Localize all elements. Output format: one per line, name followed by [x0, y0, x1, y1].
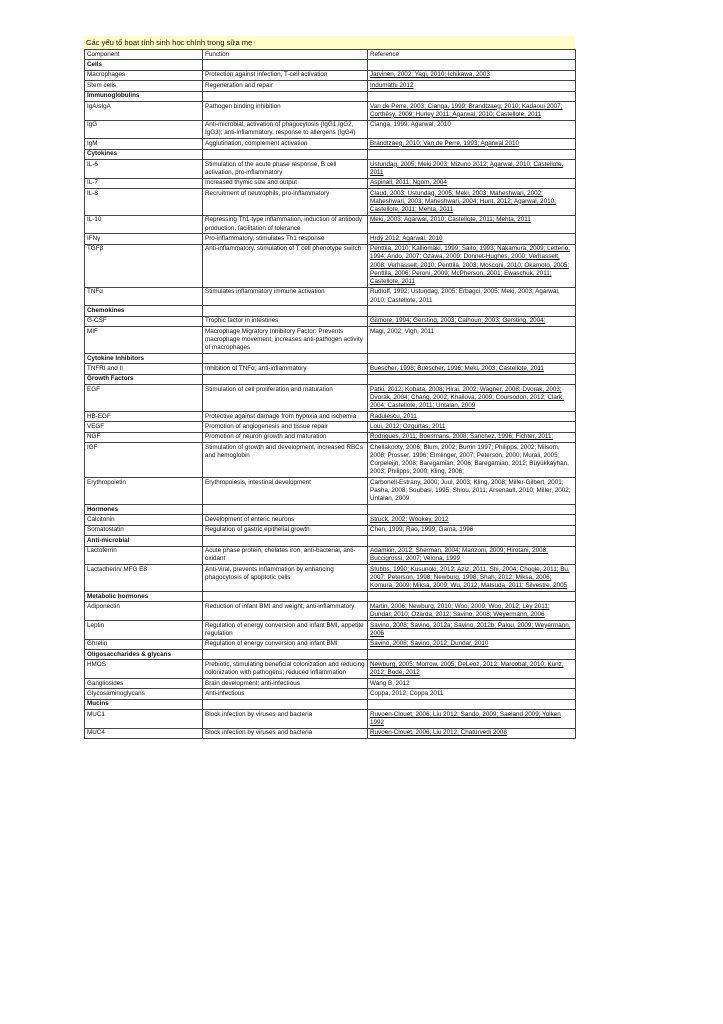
function-cell: Brain development; anti-infectious	[203, 678, 368, 688]
component-cell: IgM	[85, 139, 203, 149]
section-row	[85, 91, 576, 101]
table-row	[85, 244, 576, 287]
table-row	[85, 660, 576, 679]
reference-cell: Van de Perre, 2003; Cianga, 1999; Brandtzaeg, 2010; Kadaoui 2007; Corthësy, 2009; Hurley 2011; Agarwal, 2010; Castellote, 2011	[368, 101, 576, 120]
component-cell: G-CSF	[85, 316, 203, 326]
table-row	[85, 364, 576, 374]
component-cell: MIF	[85, 327, 203, 354]
reference-cell: Meki, 2003; Agarwal, 2010; Castellote, 2011; Mehta, 2011	[368, 215, 576, 234]
function-cell: Regulation of energy conversion and infant BMI, appetite regulation	[203, 620, 368, 639]
function-cell: Promotion of neuron growth and maturation	[203, 432, 368, 442]
section-row	[85, 699, 576, 709]
section-row	[85, 649, 576, 659]
function-cell: Regulation of energy conversion and infant BMI	[203, 639, 368, 649]
column-header-reference: Reference	[368, 50, 576, 60]
section-row	[85, 149, 576, 159]
reference-cell: Radulescu, 2011	[368, 412, 576, 422]
component-cell: EGF	[85, 385, 203, 412]
reference-cell: Newburg, 2005; Morrow, 2005; DeLeoz, 2012; Marcobal, 2010; Kunz, 2012; Bode, 2012	[368, 660, 576, 679]
header-row	[85, 50, 576, 60]
reference-cell: Chellakooty, 2006; Blum, 2002; Burrin 1997; Philipps, 2002; Milsom, 2008; Prosser, 1996; Elmlinger, 2007; Peterson, 2000; Murali, 2005; Corpeleijn, 2008; Baregamian, 2006; Baregamian, 2012; Büyükkayhan, 2003; Philipps, 2000; Kling, 2006;	[368, 443, 576, 478]
bioactive-factors-table	[84, 49, 576, 739]
table-row	[85, 159, 576, 178]
component-cell: IL-8	[85, 188, 203, 215]
empty-cell	[203, 374, 368, 384]
component-cell: Ghrelin	[85, 639, 203, 649]
table-row	[85, 101, 576, 120]
empty-cell	[368, 536, 576, 546]
function-cell: Block infection by viruses and bacteria	[203, 710, 368, 729]
component-cell: Lactoferrin	[85, 546, 203, 565]
component-cell: IgA/sIgA	[85, 101, 203, 120]
table-row	[85, 678, 576, 688]
table-row	[85, 81, 576, 91]
function-cell: Protection against infection, T-cell activation	[203, 70, 368, 80]
reference-cell: Cianga, 1999; Agarwal, 2010	[368, 120, 576, 139]
table-row	[85, 689, 576, 699]
function-cell: Development of enteric neurons	[203, 515, 368, 525]
table-row	[85, 70, 576, 80]
component-cell: Lactadherin/ MFG E8	[85, 565, 203, 592]
function-cell: Promotion of angiogenesis and tissue repair	[203, 422, 368, 432]
function-cell: Recruitment of neutrophils, pro-inflammatory	[203, 188, 368, 215]
function-cell: Anti-viral, prevents inflammation by enhancing phagocytosis of apoptotic cells	[203, 565, 368, 592]
reference-cell: Claud, 2003; Ustundag, 2005; Meki, 2003; Maheshwari, 2002; Maheshwari, 2003; Maheshwari, 2004; Hunt, 2012; Agarwal, 2010; Castellote, 2011; Mehta, 2011	[368, 188, 576, 215]
component-cell: HMOS	[85, 660, 203, 679]
table-row	[85, 710, 576, 729]
component-cell: IgG	[85, 120, 203, 139]
component-cell: TNFα	[85, 287, 203, 306]
section-label: Metabolic hormones	[85, 591, 203, 601]
component-cell: MUC1	[85, 710, 203, 729]
function-cell: Increased thymic size and output	[203, 178, 368, 188]
table-row	[85, 316, 576, 326]
section-row	[85, 374, 576, 384]
section-label: Cells	[85, 60, 203, 70]
reference-cell: Magi, 2002; Vigh, 2011	[368, 327, 576, 354]
section-row	[85, 536, 576, 546]
empty-cell	[368, 354, 576, 364]
table-row	[85, 639, 576, 649]
empty-cell	[203, 60, 368, 70]
component-cell: MUC4	[85, 728, 203, 738]
section-label: Growth Factors	[85, 374, 203, 384]
reference-cell: Savino, 2008; Savino, 2012; Dundar, 2010	[368, 639, 576, 649]
component-cell: Leptin	[85, 620, 203, 639]
function-cell: Prebiotic, stimulating beneficial colonization and reducing colonization with pathogens; reduced inflammation	[203, 660, 368, 679]
section-row	[85, 591, 576, 601]
function-cell: Stimulation of cell proliferation and maturation	[203, 385, 368, 412]
reference-cell: Rudloff, 1992; Ustundag, 2005; Erbagci, 2005; Meki, 2003; Agarwal, 2010; Castellote, 2011	[368, 287, 576, 306]
table-row	[85, 728, 576, 738]
reference-cell: Aspinall, 2011; Ngom, 2004	[368, 178, 576, 188]
empty-cell	[368, 91, 576, 101]
reference-cell: Buescher, 1998; Buescher, 1996; Meki, 2003; Castellote, 2011	[368, 364, 576, 374]
table-row	[85, 565, 576, 592]
reference-cell: Ruvoen-Clouet, 2006; Liu 2012; Chaturvedi 2008	[368, 728, 576, 738]
document-sheet	[84, 36, 575, 739]
section-label: Mucins	[85, 699, 203, 709]
empty-cell	[203, 699, 368, 709]
function-cell: Pro-inflammatory, stimulates Th1 response	[203, 234, 368, 244]
column-header-component: Component	[85, 50, 203, 60]
table-row	[85, 178, 576, 188]
reference-cell: Rodrigues, 2011; Boesmans, 2008; Sanchez, 1996; Fichter, 2011;	[368, 432, 576, 442]
component-cell: Calcitonin	[85, 515, 203, 525]
component-cell: Macrophages	[85, 70, 203, 80]
function-cell: Stimulation of growth and development, increased RBCs and hemoglobin	[203, 443, 368, 478]
table-row	[85, 385, 576, 412]
section-label: Anti-microbial	[85, 536, 203, 546]
reference-cell: Wang B, 2012	[368, 678, 576, 688]
function-cell: Inhibition of TNFα; anti-inflammatory	[203, 364, 368, 374]
function-cell: Anti-inflammatory, stimulation of T cell phenotype switch	[203, 244, 368, 287]
table-row	[85, 215, 576, 234]
section-row	[85, 60, 576, 70]
table-row	[85, 546, 576, 565]
component-cell: IL-7	[85, 178, 203, 188]
component-cell: Glycosaminoglycans	[85, 689, 203, 699]
function-cell: Agglutination, complement activation	[203, 139, 368, 149]
table-row	[85, 602, 576, 621]
reference-cell: Loui, 2012; Ozgurtas, 2011	[368, 422, 576, 432]
table-row	[85, 234, 576, 244]
function-cell: Regulation of gastric epithelial growth	[203, 525, 368, 535]
table-row	[85, 515, 576, 525]
reference-cell: Chen, 1999; Rao, 1999; Gama, 1996	[368, 525, 576, 535]
section-label: Immunoglobulins	[85, 91, 203, 101]
function-cell: Pathogen binding inhibition	[203, 101, 368, 120]
empty-cell	[203, 505, 368, 515]
component-cell: HB-EGF	[85, 412, 203, 422]
column-header-function: Function	[203, 50, 368, 60]
reference-cell: Ustundag, 2005; Meki 2003; Mizuno 2012; Agarwal, 2010; Castellote, 2011	[368, 159, 576, 178]
section-label: Cytokines	[85, 149, 203, 159]
table-row	[85, 432, 576, 442]
component-cell: Gangliosides	[85, 678, 203, 688]
empty-cell	[368, 60, 576, 70]
component-cell: Adiponectin	[85, 602, 203, 621]
table-row	[85, 620, 576, 639]
function-cell: Acute phase protein, chelates iron, anti-bacterial, anti-oxidant	[203, 546, 368, 565]
reference-cell: Patki, 2012; Kobata, 2008; Hirai, 2002; Wagner, 2008; Dvorak, 2003; Dvorak, 2004; Chang, 2002; Khailova, 2009; Coursodon, 2012; Clark, 2004; Castellote, 2011; Untalan, 2009	[368, 385, 576, 412]
section-row	[85, 306, 576, 316]
function-cell: Macrophage Migratory Inhibitory Factor: Prevents macrophage movement, increases anti-pathogen activity of macrophages	[203, 327, 368, 354]
section-label: Hormones	[85, 505, 203, 515]
component-cell: TNFRI and II	[85, 364, 203, 374]
empty-cell	[368, 591, 576, 601]
function-cell: Repressing Th1-type inflammation, induction of antibody production, facilitation of tolerance	[203, 215, 368, 234]
function-cell: Block infection by viruses and bacteria	[203, 728, 368, 738]
empty-cell	[203, 354, 368, 364]
reference-cell: Hrdý 2012; Agarwal, 2010	[368, 234, 576, 244]
empty-cell	[203, 536, 368, 546]
empty-cell	[368, 374, 576, 384]
component-cell: IFNγ	[85, 234, 203, 244]
empty-cell	[368, 699, 576, 709]
reference-cell: Savino, 2008; Savino, 2012a; Savino, 2012b; Palou, 2009; Weyermann, 2006	[368, 620, 576, 639]
component-cell: Erythropoietin	[85, 478, 203, 505]
table-row	[85, 188, 576, 215]
component-cell: VEGF	[85, 422, 203, 432]
component-cell: IL-6	[85, 159, 203, 178]
empty-cell	[368, 306, 576, 316]
reference-cell: Struck, 2002; Wookey, 2012	[368, 515, 576, 525]
table-row	[85, 327, 576, 354]
function-cell: Trophic factor in intestines	[203, 316, 368, 326]
section-label: Oligosaccharides & glycans	[85, 649, 203, 659]
table-row	[85, 443, 576, 478]
function-cell: Reduction of infant BMI and weight, anti-inflammatory	[203, 602, 368, 621]
section-row	[85, 505, 576, 515]
component-cell: Somatostatin	[85, 525, 203, 535]
function-cell: Stimulation of the acute phase response, B cell activation, pro-inflammatory	[203, 159, 368, 178]
empty-cell	[203, 91, 368, 101]
section-label: Chemokines	[85, 306, 203, 316]
table-title: Các yếu tố hoạt tính sinh học chính trong sữa mẹ	[84, 36, 575, 49]
empty-cell	[203, 591, 368, 601]
function-cell: Stimulates inflammatory immune activation	[203, 287, 368, 306]
table-row	[85, 478, 576, 505]
reference-cell: Ruvoen-Clouet, 2006; Liu 2012; Sando, 2009; Saeland 2009; Yolken 1992	[368, 710, 576, 729]
reference-cell: Carbonell-Estrany, 2000; Juul, 2003; Kling, 2008; Miller-Gilbert, 2001; Pasha, 2008; Soubasi, 1995; Shiou, 2011; Arsenault, 2010; Miller, 2002; Untalan, 2009	[368, 478, 576, 505]
table-row	[85, 422, 576, 432]
reference-cell: Indumathi 2012	[368, 81, 576, 91]
reference-cell: Stubbs, 1990; Kusunoki, 2012; Aziz, 2011; Shi, 2004; Chogle, 2011; Bu, 2007; Peterson, 1998; Newburg, 1998; Shah, 2012; Miksa, 2006; Komura, 2009; Miksa, 2009; Wu, 2012; Matsuda, 2011; Silvestre, 2005	[368, 565, 576, 592]
section-label: Cytokine Inhibitors	[85, 354, 203, 364]
empty-cell	[368, 149, 576, 159]
function-cell: Anti-infectious	[203, 689, 368, 699]
empty-cell	[368, 649, 576, 659]
reference-cell: Penttila, 2010; Kalliomäki, 1999; Saito, 1993; Nakamura, 2009; Letterio, 1994; Ando, 2007; Ozawa, 2009; Donnet-Hughes, 2000; Verhasselt, 2008; Verhasselt, 2010; Penttila, 2003; Mosconi, 2010; Okamoto, 2005; Penttila, 2006; Peroni, 2009; McPherson, 2001; Ewaschuk, 2011; Castellote, 2011	[368, 244, 576, 287]
empty-cell	[368, 505, 576, 515]
component-cell: IL-10	[85, 215, 203, 234]
table-row	[85, 139, 576, 149]
reference-cell: Adamkin, 2012; Sherman, 2004; Manzoni, 2009; Hirotani, 2008; Buccigrossi, 2007; Velona, 1999	[368, 546, 576, 565]
table-row	[85, 412, 576, 422]
component-cell: Stem cells	[85, 81, 203, 91]
component-cell: IGF	[85, 443, 203, 478]
component-cell: NGF	[85, 432, 203, 442]
empty-cell	[203, 149, 368, 159]
function-cell: Protective against damage from hypoxia and ischemia	[203, 412, 368, 422]
function-cell: Anti-microbial, activation of phagocytosis (IgG1,IgG2, IgG3); anti-inflammatory, response to allergens (IgG4)	[203, 120, 368, 139]
reference-cell: Brandtzaeg, 2010; Van de Perre, 1993; Agarwal 2010	[368, 139, 576, 149]
reference-cell: Gilmore, 1994; Gersting, 2003; Calhoun, 2003; Gersting, 2004;	[368, 316, 576, 326]
reference-cell: Coppa, 2012; Coppa 2011	[368, 689, 576, 699]
table-row	[85, 525, 576, 535]
component-cell: TGFβ	[85, 244, 203, 287]
empty-cell	[203, 306, 368, 316]
table-body	[85, 50, 576, 739]
table-row	[85, 120, 576, 139]
empty-cell	[203, 649, 368, 659]
reference-cell: Jarvinen, 2002; Yagi, 2010; Ichikawa, 2003	[368, 70, 576, 80]
section-row	[85, 354, 576, 364]
reference-cell: Martin, 2006; Newburg, 2010; Woo, 2009; Woo, 2012; Ley 2011; Dundar, 2010; Ozarda, 2012; Savino, 2008; Weyermann, 2006	[368, 602, 576, 621]
table-row	[85, 287, 576, 306]
function-cell: Regeneration and repair	[203, 81, 368, 91]
function-cell: Erythropoiesis, intestinal development	[203, 478, 368, 505]
